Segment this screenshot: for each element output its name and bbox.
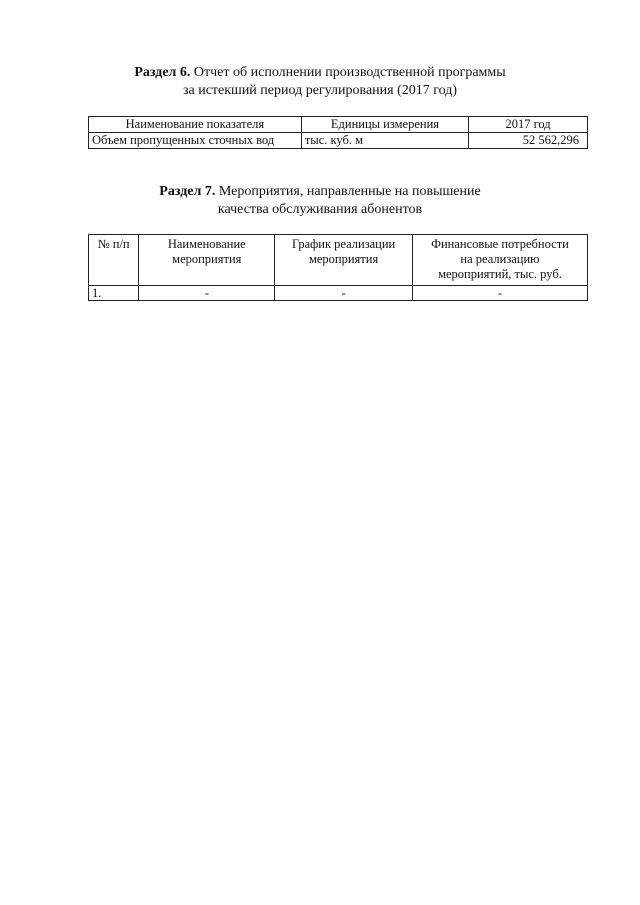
section-6-heading: [0, 64, 640, 100]
cell-schedule: -: [275, 286, 413, 301]
section-6-label: Раздел 6.: [134, 65, 191, 80]
cell-units: тыс. куб. м: [301, 133, 468, 149]
table-header-row: [89, 235, 588, 286]
section-6-title-line-2: за истекший период регулирования (2017 год): [182, 83, 458, 98]
section-6-table: [88, 116, 588, 149]
table-row: [89, 286, 588, 301]
section-7-title-line-1: Мероприятия, направленные на повышение: [218, 184, 481, 199]
section-7-heading: [0, 183, 640, 219]
table-row: [89, 133, 588, 149]
header-financial-needs: [412, 235, 587, 286]
section-6-heading-line-1: [0, 64, 640, 82]
header-line: Наименование: [167, 237, 246, 251]
header-indicator-name: Наименование показателя: [89, 117, 302, 133]
header-number: [89, 235, 139, 286]
header-schedule: [275, 235, 413, 286]
header-line: мероприятия: [172, 252, 242, 266]
table-header-row: [89, 117, 588, 133]
cell-number: 1.: [89, 286, 139, 301]
header-number-text: № п/п: [97, 237, 130, 251]
header-line: на реализацию: [460, 252, 540, 266]
section-6-title-line-1: Отчет об исполнении производственной программы: [193, 65, 506, 80]
cell-measure-name: -: [139, 286, 275, 301]
header-measure-name: [139, 235, 275, 286]
header-year: 2017 год: [469, 117, 588, 133]
section-7-title-line-2: качества обслуживания абонентов: [217, 202, 423, 217]
header-line: мероприятия: [308, 252, 379, 266]
header-units: Единицы измерения: [301, 117, 468, 133]
cell-indicator-name: Объем пропущенных сточных вод: [89, 133, 302, 149]
cell-financial-needs: -: [412, 286, 587, 301]
header-line: График реализации: [291, 237, 396, 251]
cell-value: 52 562,296: [469, 133, 588, 149]
header-line: мероприятий, тыс. руб.: [438, 267, 562, 281]
section-7-table: [88, 234, 588, 301]
section-7-label: Раздел 7.: [159, 184, 216, 199]
section-7-heading-line-1: [0, 183, 640, 201]
header-line: Финансовые потребности: [431, 237, 569, 251]
